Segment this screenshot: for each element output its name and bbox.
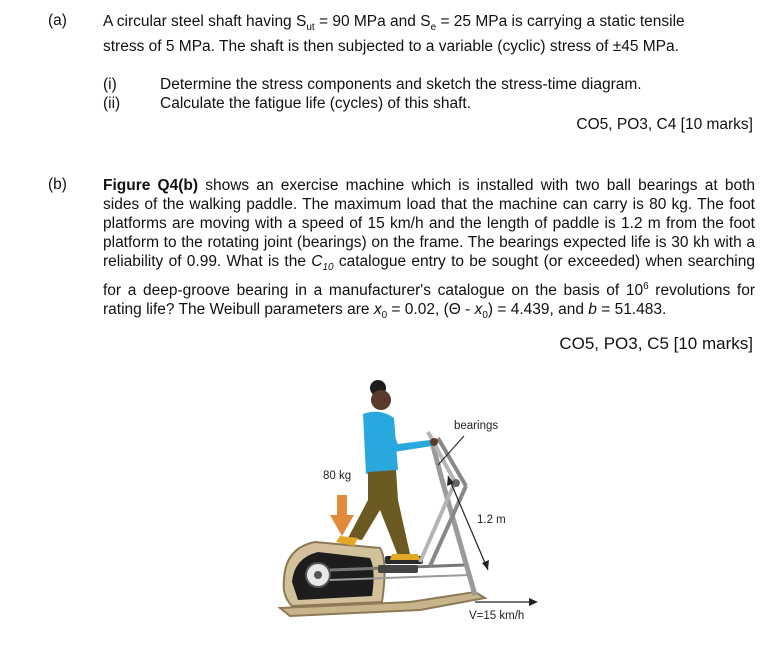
part-a-item-ii-text: Calculate the fatigue life (cycles) of this shaft.: [160, 95, 472, 112]
part-a-marks: CO5, PO3, C4 [10 marks]: [576, 116, 753, 133]
bearings-label: bearings: [454, 420, 499, 432]
part-a-line2: stress of 5 MPa. The shaft is then subjected to a variable (cyclic) stress of ±45 MPa.: [103, 38, 679, 56]
part-a-item-i-text: Determine the stress components and sketch the stress-time diagram.: [160, 76, 642, 93]
part-a-item-ii-number: (ii): [103, 95, 121, 112]
person-head: [371, 390, 391, 410]
part-b-marks: CO5, PO3, C5 [10 marks]: [559, 334, 753, 353]
length-arrow-bottom: [482, 560, 489, 570]
length-label: 1.2 m: [477, 514, 506, 526]
load-arrow-shaft: [337, 495, 347, 517]
part-b-label: (b): [48, 176, 67, 193]
part-a-line1: A circular steel shaft having $S_{ut} = 90$ MPa and $S_e = 25$ MPa is carrying a static tensile: [103, 13, 685, 34]
velocity-arrow-head: [529, 598, 538, 606]
part-a-question: [103, 12, 755, 56]
velocity-label: V=15 km/h: [469, 610, 525, 622]
part-a-item-i-number: (i): [103, 76, 117, 93]
part-a-label: (a): [48, 12, 67, 29]
figure-reference: Figure Q4(b): [103, 177, 199, 194]
flywheel-cover: [292, 552, 374, 600]
part-b-question: Figure Q4(b) shows an exercise machine which is installed with two ball bearings at both sides of the walking paddle. The maximum load that the machine can carry is 80 kg. The foot platforms are moving with a speed of 15 km/h and the length of paddle is 1.2 m from the foot platform to the rotating joint (bearings) on the frame. The bearings expected life is 30 kh with a reliability of 0.99. What is the $C_{10}$ catalogue entry to be sought (or exceeded) when searching for a deep-groove bearing in a manufacturer's catalogue on the basis of $10^6$ revolutions for rating life? The Weibull parameters are $x_0 = 0.02$, $(\Theta - x_0) = 4.439$, and b = 51.483.: [103, 177, 756, 322]
person-hand: [430, 438, 438, 446]
foot-platform-right: [378, 565, 418, 573]
person-shoe-front: [390, 554, 420, 560]
person-legs: [348, 470, 410, 556]
load-label: 80 kg: [323, 470, 352, 482]
flywheel-center: [314, 571, 322, 579]
load-arrow-head: [330, 515, 354, 536]
exercise-machine-figure: [270, 370, 560, 640]
